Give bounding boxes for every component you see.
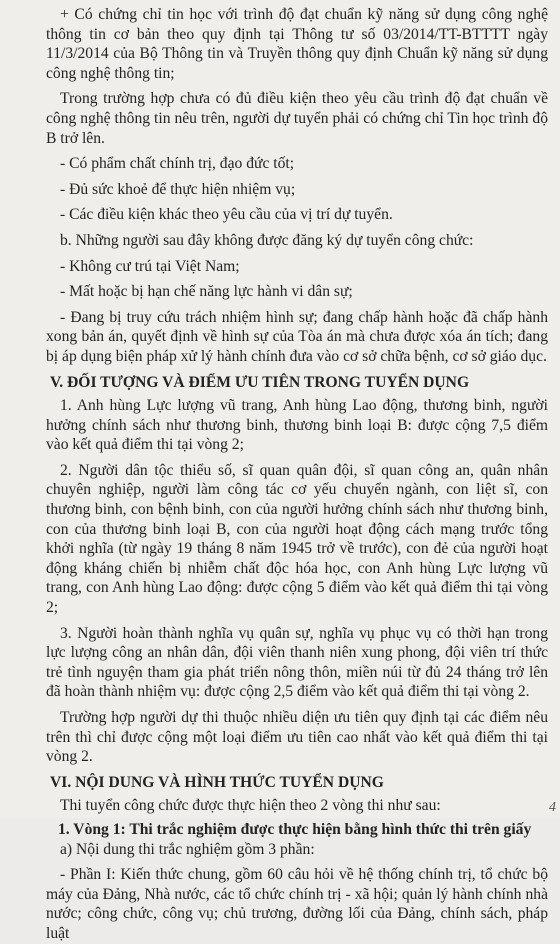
part-i-general-knowledge: - Phần I: Kiến thức chung, gồm 60 câu hỏi về hệ thống chính trị, tổ chức bộ máy của Đảng, Nhà nước, các tổ chức chính trị - xã hội; quản lý hành chính nhà nước; công chức, công vụ; chủ trương, đường lối của Đảng, chính sách, pháp luật bbox=[46, 866, 548, 942]
page-number: 4 bbox=[549, 800, 556, 815]
list-item-other-conditions: - Các điều kiện khác theo yêu cầu của vị trí dự tuyển. bbox=[60, 206, 393, 224]
document-body bbox=[46, 5, 548, 944]
paragraph-it-alternative: Trong trường hợp chưa có đủ điều kiện theo yêu cầu trình độ đạt chuẩn về công nghệ thông tin nêu trên, người dự tuyển phải có chứng chỉ Tin học trình độ B trở lên. bbox=[46, 90, 548, 147]
round-1-heading: 1. Vòng 1: Thi trắc nghiệm được thực hiện bằng hình thức thi trên giấy bbox=[58, 820, 532, 838]
priority-item-3: 3. Người hoàn thành nghĩa vụ quân sự, nghĩa vụ phục vụ có thời hạn trong lực lượng công an nhân dân, đội viên thanh niên xung phong, đội viên trí thức trẻ tình nguyện tham gia phát triển nông thôn, miền núi từ đủ 24 tháng trở lên đã hoàn thành nhiệm vụ: được cộng 2,5 điểm vào kết quả điểm thi tại vòng 2. bbox=[46, 624, 548, 701]
list-item-health: - Đủ sức khoẻ để thực hiện nhiệm vụ; bbox=[60, 180, 296, 198]
priority-item-1: 1. Anh hùng Lực lượng vũ trang, Anh hùng Lao động, thương binh, người hưởng chính sách như thương binh, thương binh loại B: được cộng 7,5 điểm vào kết quả điểm thi tại vòng 2; bbox=[46, 397, 548, 454]
subsection-a-content: a) Nội dung thi trắc nghiệm gồm 3 phần: bbox=[60, 840, 315, 858]
section-heading-v: V. ĐỐI TƯỢNG VÀ ĐIỂM ƯU TIÊN TRONG TUYỂN DỤNG bbox=[50, 373, 470, 391]
list-item-criminal-liability: - Đang bị truy cứu trách nhiệm hình sự; đang chấp hành hoặc đã chấp hành xong bản án, quyết định về hình sự của Tòa án mà chưa được xóa án tích; đang bị áp dụng biện pháp xử lý hành chính đưa vào cơ sở chữa bệnh, cơ sở giáo dục. bbox=[46, 308, 548, 365]
list-item-not-resident: - Không cư trú tại Việt Nam; bbox=[60, 257, 240, 275]
list-item-political-quality: - Có phẩm chất chính trị, đạo đức tốt; bbox=[60, 155, 295, 173]
list-item-civil-capacity: - Mất hoặc bị hạn chế năng lực hành vi dân sự; bbox=[60, 283, 353, 301]
priority-item-2: 2. Người dân tộc thiểu số, sĩ quan quân đội, sĩ quan công an, quân nhân chuyên nghiệp, người làm công tác cơ yếu chuyển ngành, con liệt sĩ, con thương binh, con bệnh binh, con của người hưởng chính sách như thương binh, con của thương binh loại B, con của người hoạt động cách mạng trước tổng khởi nghĩa (từ ngày 19 tháng 8 năm 1945 trở về trước), con đẻ của người hoạt động kháng chiến bị nhiễm chất độc hóa học, con Anh hùng Lực lượng vũ trang, con Anh hùng Lao động: được cộng 5 điểm vào kết quả điểm thi tại vòng 2; bbox=[46, 461, 548, 617]
paragraph-multiple-priority: Trường hợp người dự thi thuộc nhiều diện ưu tiên quy định tại các điểm nêu trên thì chỉ được cộng một loại điểm ưu tiên cao nhất vào kết quả điểm thi tại vòng 2. bbox=[46, 709, 548, 766]
paragraph-it-certificate: + Có chứng chỉ tin học với trình độ đạt chuẩn kỹ năng sử dụng công nghệ thông tin cơ bản theo quy định tại Thông tư số 03/2014/TT-BTTTT ngày 11/3/2014 của Bộ Thông tin và Truyền thông quy định Chuẩn kỹ năng sử dụng công nghệ thông tin; bbox=[46, 6, 548, 82]
subsection-b-ineligible: b. Những người sau đây không được đăng ký dự tuyển công chức: bbox=[60, 231, 474, 249]
section-heading-vi: VI. NỘI DUNG VÀ HÌNH THỨC TUYỂN DỤNG bbox=[50, 773, 384, 791]
paragraph-exam-rounds: Thi tuyển công chức được thực hiện theo 2 vòng thi như sau: bbox=[60, 797, 441, 815]
